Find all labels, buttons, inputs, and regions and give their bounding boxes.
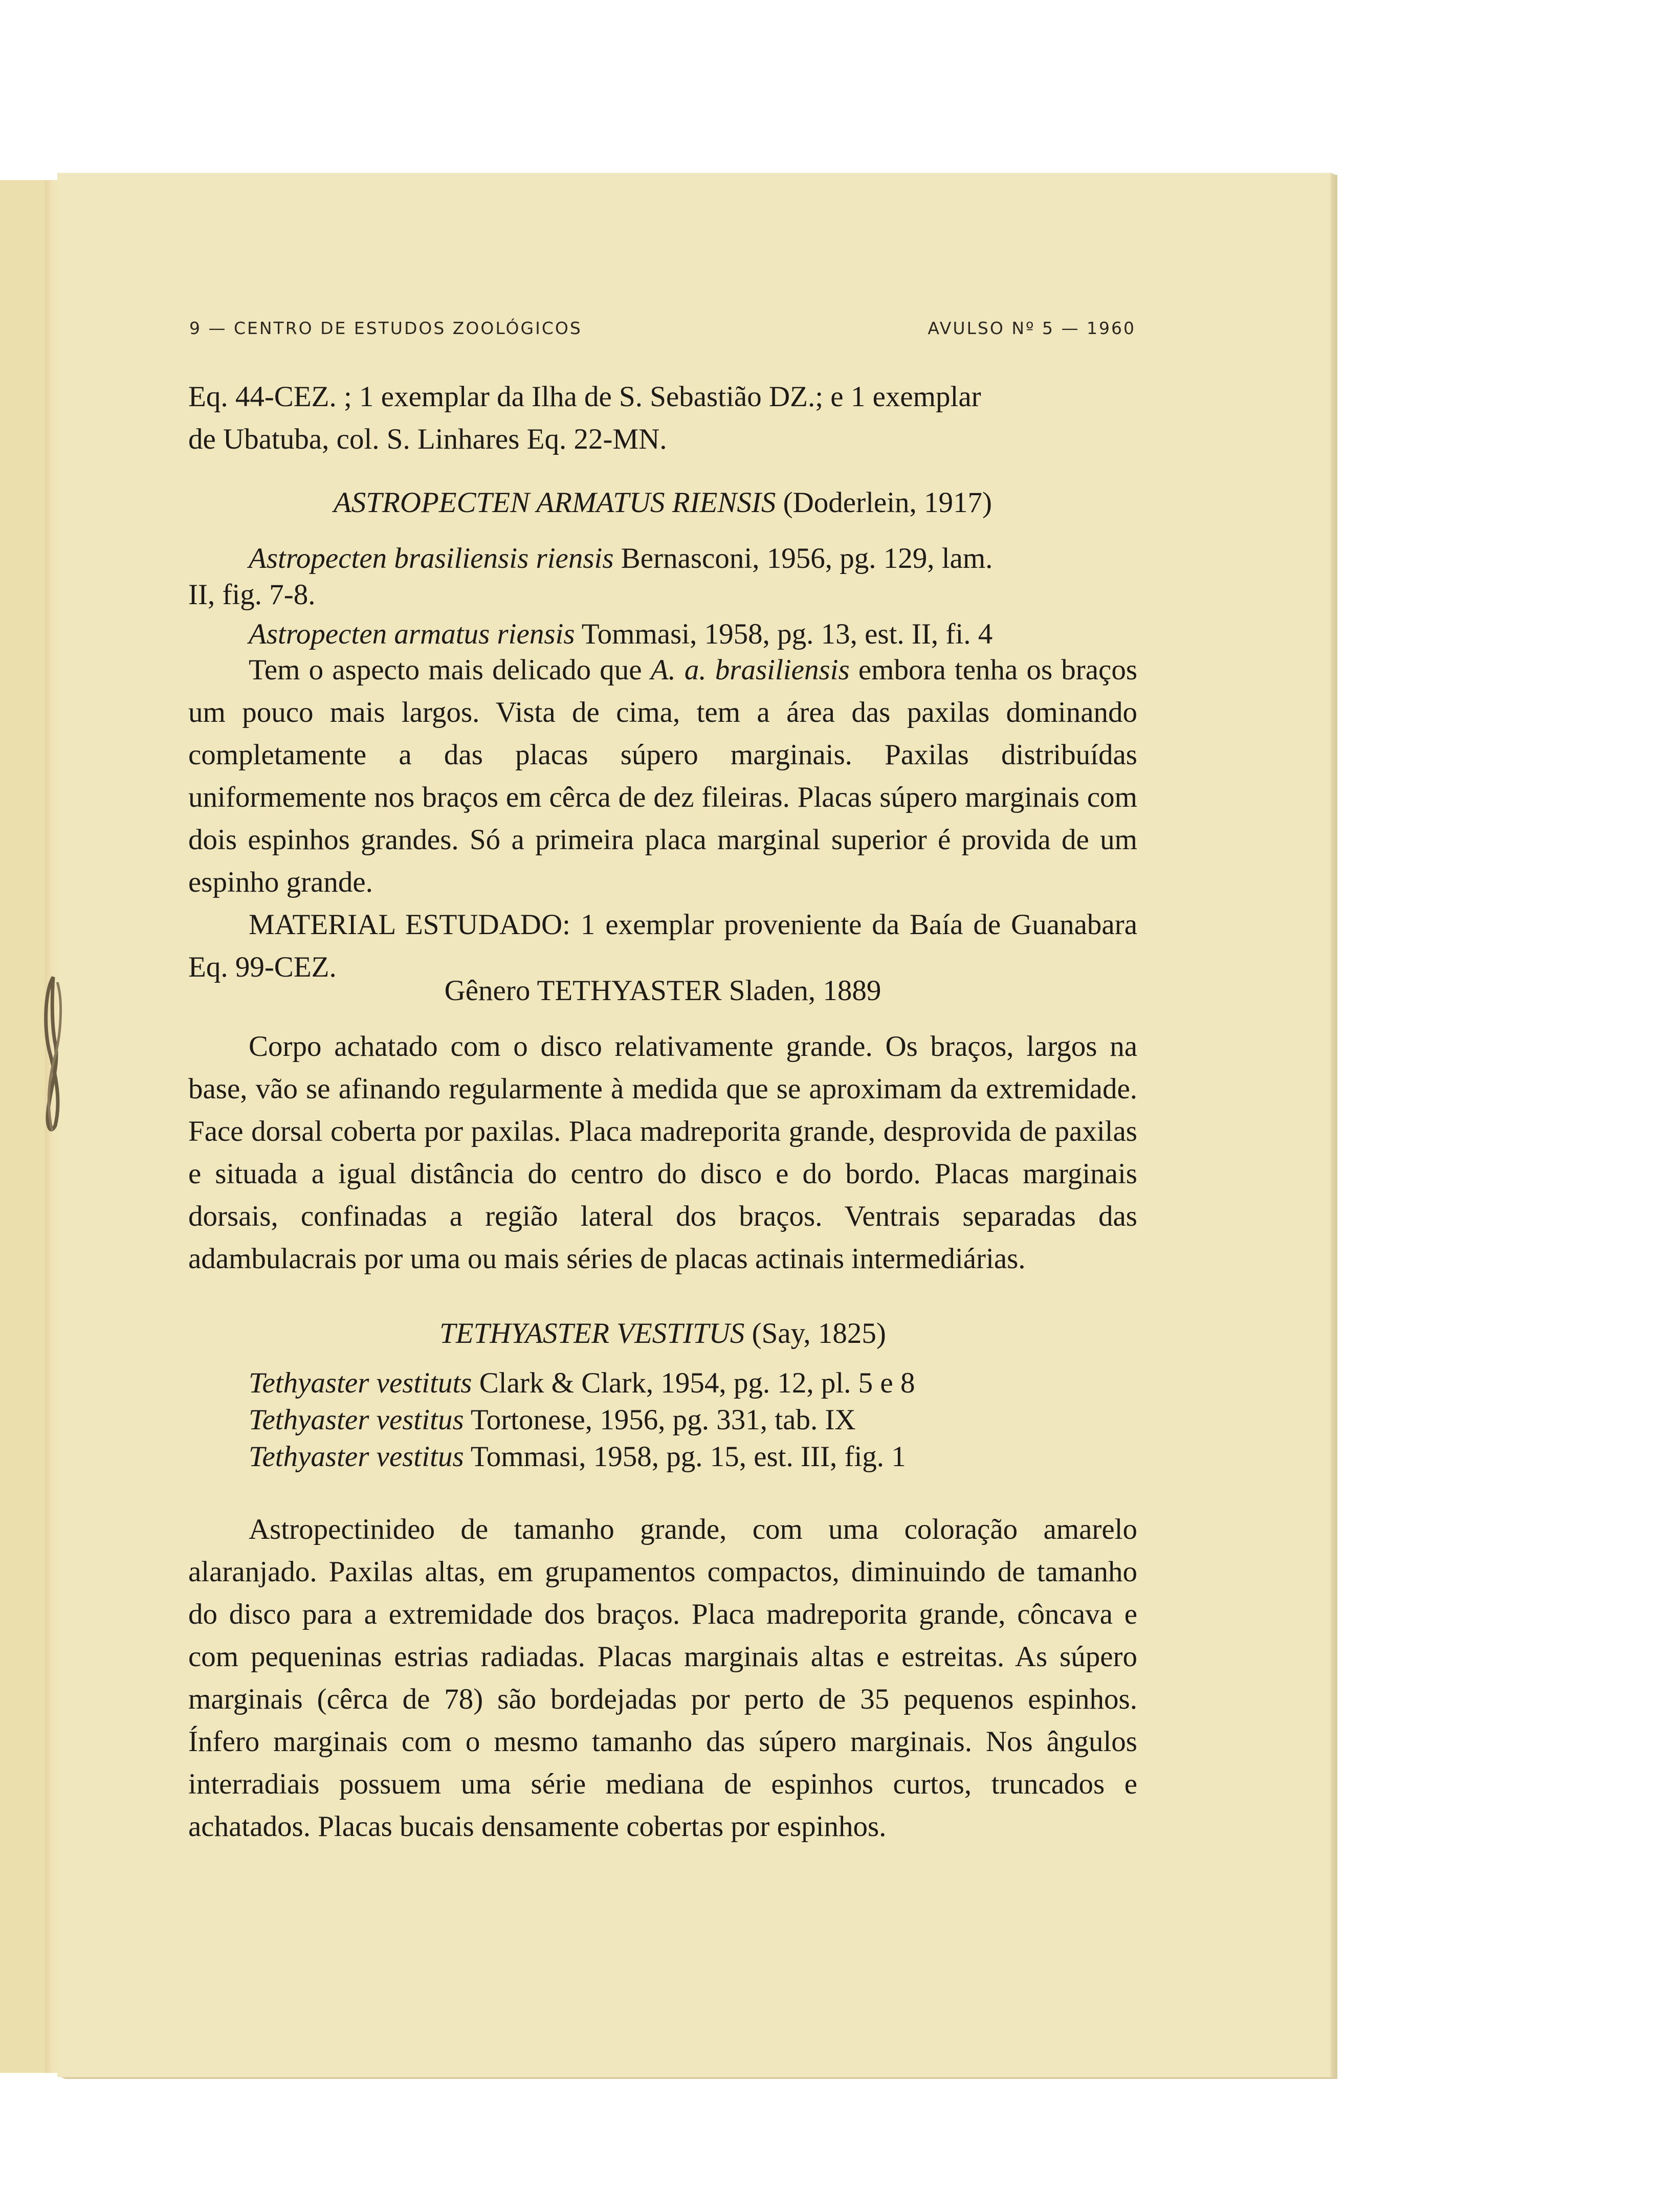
description-astropecten — [188, 649, 1137, 988]
species-heading-tethyaster — [188, 1312, 1137, 1355]
header-left: 9 — CENTRO DE ESTUDOS ZOOLÓGICOS — [189, 318, 582, 338]
description-tethyaster — [188, 1508, 1137, 1848]
genus-title: Gênero TETHYASTER Sladen, 1889 — [444, 975, 881, 1007]
synonym-ref: Tommasi, 1958, pg. 13, est. II, fi. 4 — [581, 618, 993, 650]
synonym-name: Astropecten brasiliensis riensis — [249, 542, 614, 574]
synonymy-astropecten — [188, 537, 1137, 655]
synonym-name: Tethyaster vestituts — [249, 1367, 472, 1399]
continuation-line-1: Eq. 44-CEZ. ; 1 exemplar da Ilha de S. Sebastião DZ.; e 1 exemplar — [188, 381, 981, 413]
description-paragraph: Astropectinideo de tamanho grande, com uma coloração amarelo alaranjado. Paxilas altas, em grupamentos compactos, diminuindo de tamanho do disco para a extremidade dos braços. Placa madreporita grande, côncava e com pequeninas estrias radiadas. Placas marginais altas e estreitas. As súpero marginais (cêrca de 78) são bordejadas por perto de 35 pequenos espinhos. Ínfero marginais com o mesmo tamanho das súpero marginais. Nos ângulos interradiais possuem uma série mediana de espinhos curtos, truncados e achatados. Placas bucais densamente cobertas por espinhos. — [188, 1513, 1137, 1843]
species-heading-astropecten — [188, 481, 1137, 524]
header-right: AVULSO Nº 5 — 1960 — [928, 318, 1136, 338]
species-name: ASTROPECTEN ARMATUS RIENSIS — [333, 486, 776, 519]
continuation-block — [188, 375, 1137, 460]
material-paragraph: MATERIAL ESTUDADO: 1 exemplar proveniente da Baía de Guanabara Eq. 99-CEZ. — [188, 909, 1137, 983]
species-name: TETHYASTER VESTITUS — [439, 1317, 745, 1350]
genus-heading — [188, 969, 1137, 1012]
genus-paragraph: Corpo achatado com o disco relativamente grande. Os braços, largos na base, vão se afinando regularmente à medida que se aproximam da extremidade. Face dorsal coberta por paxilas. Placa madreporita grande, desprovida de paxilas e situada a igual distância do centro do disco e do bordo. Placas marginais dorsais, confinadas a região lateral dos braços. Ventrais separadas das adambulacrais por uma ou mais séries de placas actinais intermediárias. — [188, 1030, 1137, 1275]
staple-icon — [35, 972, 72, 1141]
synonym-ref: Tommasi, 1958, pg. 15, est. III, fig. 1 — [470, 1441, 906, 1473]
synonym-name: Tethyaster vestitus — [249, 1441, 464, 1473]
continuation-line-2: de Ubatuba, col. S. Linhares Eq. 22-MN. — [188, 423, 667, 455]
species-author: (Doderlein, 1917) — [783, 486, 993, 519]
synonym-ref-cont: II, fig. 7-8. — [188, 579, 316, 611]
synonym-entry — [188, 1402, 1137, 1439]
synonymy-tethyaster — [188, 1365, 1137, 1475]
species-author: (Say, 1825) — [752, 1317, 886, 1350]
genus-description — [188, 1025, 1137, 1280]
synonym-entry — [188, 1439, 1137, 1475]
synonym-name: Astropecten armatus riensis — [249, 618, 575, 650]
description-paragraph: Tem o aspecto mais delicado que A. a. brasiliensis embora tenha os braços um pouco mais largos. Vista de cima, tem a área das paxilas dominando completamente a das placas súpero marginais. Paxilas distribuídas uniformemente nos braços em cêrca de dez fileiras. Placas súpero marginais com dois espinhos grandes. Só a primeira placa marginal superior é provida de um espinho grande. — [188, 654, 1138, 898]
synonym-entry — [188, 1365, 1137, 1402]
running-header — [189, 318, 1136, 344]
synonym-ref: Clark & Clark, 1954, pg. 12, pl. 5 e 8 — [479, 1367, 915, 1399]
synonym-name: Tethyaster vestitus — [249, 1404, 464, 1436]
synonym-ref: Bernasconi, 1956, pg. 129, lam. — [621, 542, 993, 574]
synonym-ref: Tortonese, 1956, pg. 331, tab. IX — [470, 1404, 856, 1436]
